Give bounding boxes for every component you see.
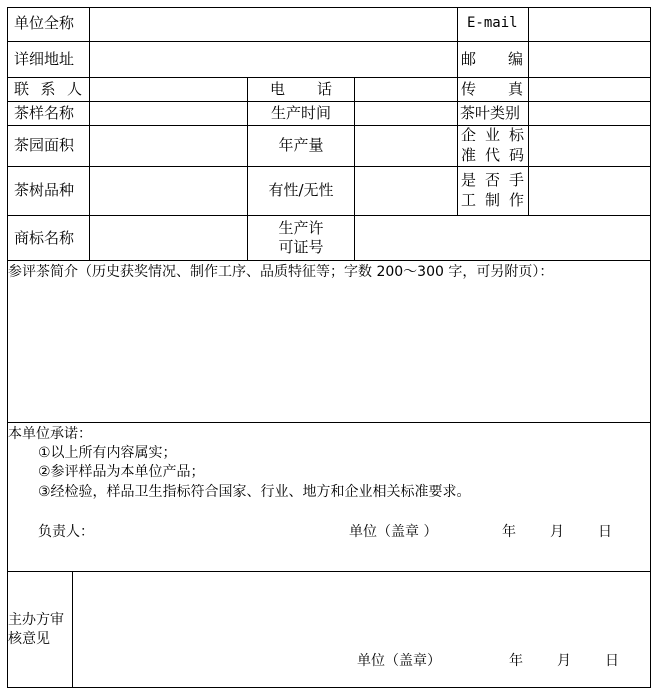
review-label-line2: 核意见: [8, 631, 50, 647]
rule: [7, 422, 650, 423]
review-label-line1: 主办方审: [8, 612, 64, 628]
email-label: E-mail: [467, 15, 518, 31]
phone-input[interactable]: [355, 78, 457, 101]
commitment-item-2: ②参评样品为本单位产品；: [38, 464, 205, 480]
commitment-title: 本单位承诺：: [8, 426, 92, 442]
annual-output-input[interactable]: [355, 126, 457, 166]
commitment-item-1: ①以上所有内容属实；: [38, 445, 177, 461]
contact-input[interactable]: [90, 78, 247, 101]
commitment-item-3: ③经检验，样品卫生指标符合国家、行业、地方和企业相关标准要求。: [38, 484, 471, 500]
email-input[interactable]: [529, 8, 650, 41]
year-label: 年: [502, 524, 516, 540]
unit-name-input[interactable]: [90, 8, 457, 41]
day-label: 日: [598, 524, 612, 540]
tea-category-input[interactable]: [529, 102, 650, 125]
address-label: 详细地址: [14, 50, 75, 68]
responsible-label: 负责人：: [38, 524, 94, 540]
sexual-asexual-label: 有性/无性: [268, 181, 334, 199]
rule: [457, 7, 458, 216]
handmade-input[interactable]: [529, 167, 650, 215]
address-input[interactable]: [90, 42, 457, 77]
annual-output-label: 年产量: [278, 136, 324, 154]
tree-variety-label: 茶树品种: [14, 181, 75, 199]
handmade-label-line2: 工 制 作: [461, 191, 524, 209]
phone-label: 电 话: [270, 80, 332, 98]
postcode-label: 邮 编: [461, 50, 523, 68]
license-label-line2: 可证号: [278, 238, 324, 256]
license-label-line1: 生产许: [278, 219, 324, 237]
enterprise-standard-input[interactable]: [529, 126, 650, 166]
rule: [7, 687, 650, 688]
sample-name-label: 茶样名称: [14, 104, 75, 122]
postcode-input[interactable]: [529, 42, 650, 77]
enterprise-standard-label-line2: 准 代 码: [461, 146, 524, 164]
intro-label: 参评茶简介（历史获奖情况、制作工序、品质特征等；字数 200～300 字，可另附页）：: [8, 264, 554, 280]
production-time-label: 生产时间: [270, 104, 331, 122]
month-label: 月: [550, 524, 564, 540]
review-opinion-textarea[interactable]: [73, 572, 650, 648]
handmade-label-line1: 是 否 手: [461, 171, 524, 189]
garden-area-input[interactable]: [90, 126, 247, 166]
sample-name-input[interactable]: [90, 102, 247, 125]
review-day-label: 日: [605, 653, 619, 669]
intro-textarea[interactable]: [8, 284, 650, 422]
responsible-signature-field[interactable]: [100, 518, 320, 544]
tea-category-label: 茶叶类别: [460, 104, 521, 122]
review-unit-seal-label: 单位（盖章）: [357, 653, 441, 669]
review-month-label: 月: [557, 653, 571, 669]
trademark-input[interactable]: [90, 216, 247, 260]
license-input[interactable]: [355, 216, 650, 260]
garden-area-label: 茶园面积: [14, 136, 75, 154]
tree-variety-input[interactable]: [90, 167, 247, 215]
trademark-label: 商标名称: [14, 229, 75, 247]
rule: [7, 260, 650, 261]
fax-label: 传 真: [461, 80, 523, 98]
fax-input[interactable]: [529, 78, 650, 101]
contact-label: 联 系 人: [14, 80, 82, 98]
enterprise-standard-label-line1: 企 业 标: [461, 126, 524, 144]
unit-name-label: 单位全称: [14, 14, 75, 32]
production-time-input[interactable]: [355, 102, 457, 125]
unit-seal-label: 单位（盖章 ）: [349, 524, 438, 540]
rule: [650, 7, 651, 688]
review-year-label: 年: [509, 653, 523, 669]
sexual-asexual-input[interactable]: [355, 167, 457, 215]
